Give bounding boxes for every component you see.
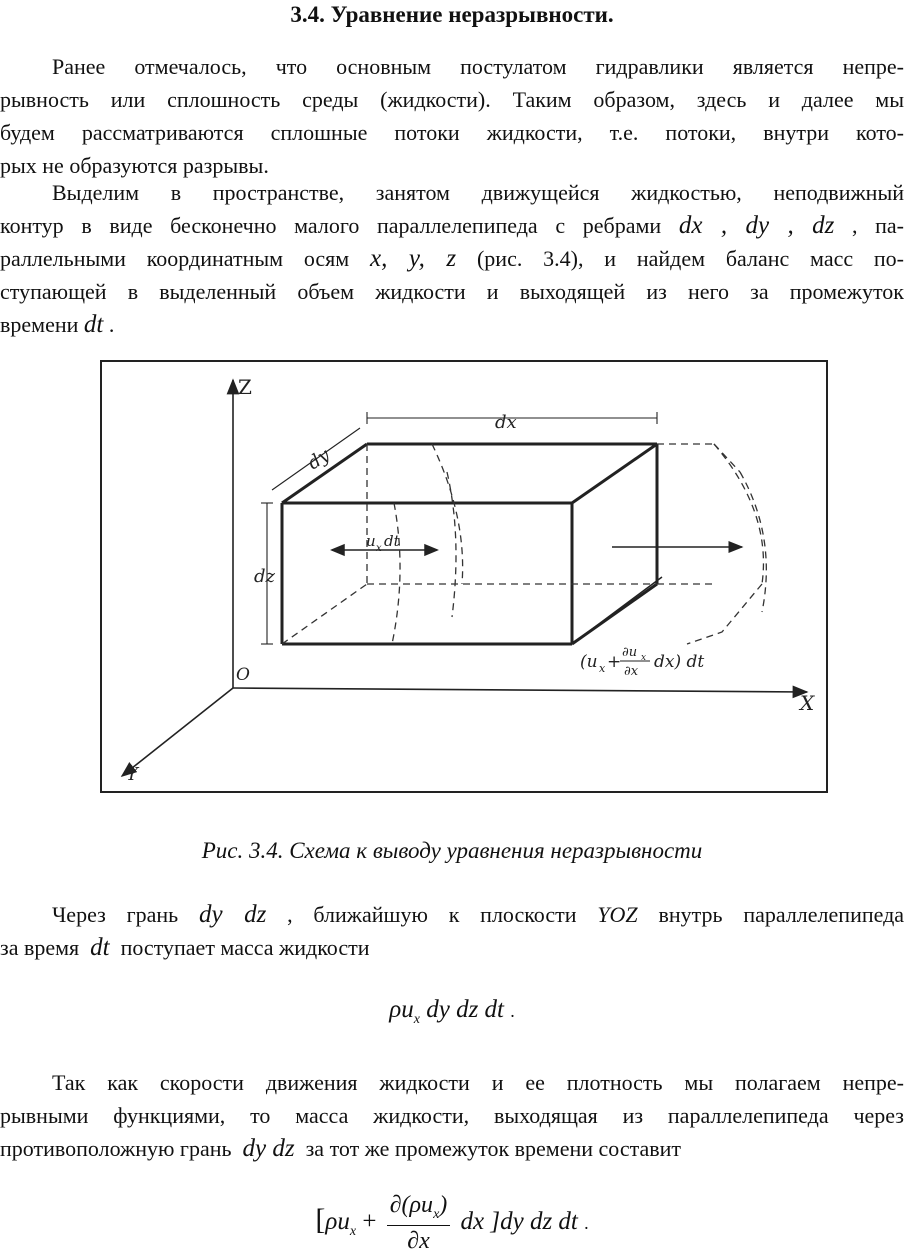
paragraph-continuity-intro [0, 50, 904, 182]
y-axis-label: Y [126, 764, 138, 785]
svg-text:u: u [366, 532, 376, 550]
text-line: рывность или сплошность среды (жидкости). Таким образом, здесь и далее мы [0, 87, 904, 112]
plane-name: YOZ [597, 902, 638, 927]
svg-text:dt: dt [384, 532, 400, 550]
paragraph-outflow [0, 1066, 904, 1165]
figure-caption: Рис. 3.4. Схема к выводу уравнения неразрывности [201, 838, 703, 863]
text-line: Через грань dy dz , ближайшую к плоскости YOZ внутрь параллелепипеда [52, 901, 904, 928]
text-line: будем рассматриваются сплошные потоки жидкости, т.е. потоки, внутри кото- [0, 120, 904, 145]
math-face: dy dz [198, 901, 267, 928]
text-line: Так как скорости движения жидкости и ее плотность мы полагаем непре- [52, 1070, 904, 1095]
dx-label: dx [495, 412, 517, 433]
text-line: раллельными координатным осям x, y, z (рис. 3.4), и найдем баланс масс по- [0, 245, 904, 272]
svg-text:dx) dt: dx) dt [654, 652, 705, 672]
svg-text:x: x [599, 662, 606, 675]
svg-text:x: x [641, 653, 647, 663]
text-line: Выделим в пространстве, занятом движущейся жидкостью, неподвижный [52, 180, 904, 205]
derivative-fraction: $\frac{\partial(\rho u_x)}{\partial x}$ [387, 1192, 451, 1255]
text-line: противоположную грань dy dz за тот же промежуток времени составит [0, 1135, 682, 1162]
text-line: рых не образуются разрывы. [0, 153, 269, 178]
diagram-svg [102, 362, 826, 791]
math-dt: dt [83, 311, 104, 338]
math-dt: dt [90, 934, 110, 961]
paragraph-inflow [0, 898, 904, 964]
text-line: времени dt . [0, 311, 115, 338]
svg-text:+: + [607, 652, 622, 672]
origin-label: O [236, 665, 250, 685]
formula-outflow-mass: [$\rho u_x$ + $\frac{\partial(\rho u_x)}{\partial x}$ dx ]dy dz dt . [315, 1192, 589, 1254]
math-axes: x, y, z [370, 245, 457, 272]
svg-text:(u: (u [580, 652, 598, 672]
flow-arrows [332, 545, 742, 644]
x-axis-label: X [800, 691, 815, 715]
section-title: 3.4. Уравнение неразрывности. [290, 2, 614, 27]
text-line: Ранее отмечалось, что основным постулатом гидравлики является непре- [52, 54, 904, 79]
text-line: контур в виде бесконечно малого параллелепипеда с ребрами dx , dy , dz , па- [0, 212, 904, 239]
box-solid-edges [282, 444, 657, 644]
math-edges: dx , dy , dz [678, 212, 835, 239]
svg-text:∂x: ∂x [624, 664, 639, 679]
text-line: рывными функциями, то масса жидкости, выходящая из параллелепипеда через [0, 1103, 904, 1128]
box-dashed-edges [282, 444, 766, 644]
paragraph-control-volume [0, 176, 904, 341]
text-line: за время dt поступает масса жидкости [0, 934, 370, 961]
svg-text:x: x [376, 543, 382, 554]
dz-label: dz [254, 566, 276, 587]
outflow-label [580, 645, 704, 679]
x-axis [233, 688, 807, 692]
figure-parallelepiped-diagram [100, 360, 828, 793]
z-axis-label: Z [238, 375, 252, 399]
svg-text:∂u: ∂u [622, 645, 638, 660]
math-face: dy dz [242, 1135, 295, 1162]
formula-inflow-mass: $\rho u_x$ dy dz dt . [389, 996, 515, 1027]
y-axis [122, 688, 233, 776]
dy-label: dy [303, 444, 334, 475]
text-line: ступающей в выделенный объем жидкости и выходящей из него за промежуток [0, 279, 904, 304]
